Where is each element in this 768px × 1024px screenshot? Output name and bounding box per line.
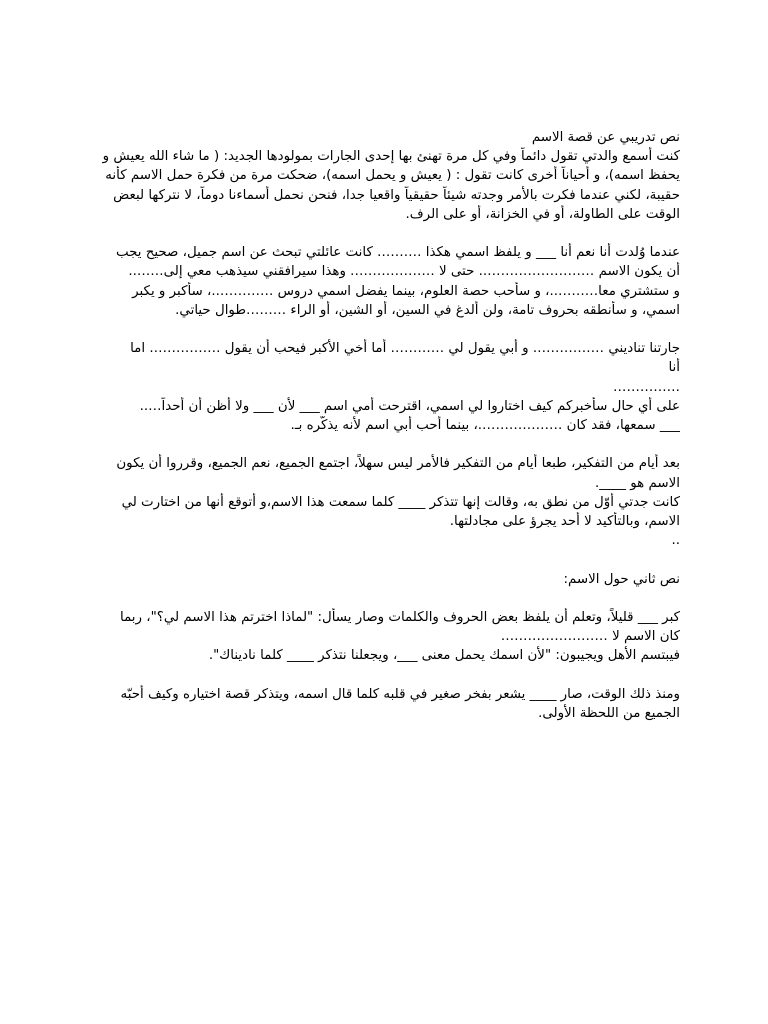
blank-line xyxy=(96,435,680,454)
paragraph-line: الاسم، وبالتأكيد لا أحد يجرؤ على مجادلتها. xyxy=(449,514,680,530)
paragraph-line: الجميع من اللحظة الأولى. xyxy=(538,706,680,721)
document-title-block xyxy=(96,128,680,147)
second-text-heading-block xyxy=(96,570,680,589)
second-text-heading: نص ثاني حول الاسم: xyxy=(563,571,680,587)
paragraph-line: الوقت على الطاولة، أو في الخزانة، أو على الرف. xyxy=(405,206,680,222)
paragraph-line: فيبتسم الأهل ويجيبون: "لأن اسمك يحمل معنى ___، ويجعلنا نتذكر ____ كلما ناديناك". xyxy=(208,648,680,664)
paragraph-line: على أي حال سأخبركم كيف اختاروا لي اسمي، اقترحت أمي اسم ___ لأن ___ ولا أظن أن أحداً….. xyxy=(139,398,680,414)
paragraph-line: كانت جدتي أوّل من نطق به، وقالت إنها تتذكر ____ كلما سمعت هذا الاسم،و أتوقع أنها من اختارت لي xyxy=(121,494,680,510)
paragraph-line: الاسم هو ____. xyxy=(594,475,680,491)
paragraph-line: ومنذ ذلك الوقت، صار ____ يشعر بفخر صغير في قلبه كلما قال اسمه، ويتذكر قصة اختياره وكيف أحبّه xyxy=(120,686,680,702)
paragraph-line: اسمي، و سأنطقه بحروف تامة، ولن ألدغ في السين، أو الشين، أو الراء ………طوال حياتي. xyxy=(175,302,680,318)
paragraph-3 xyxy=(96,339,680,397)
paragraph-line: …………… xyxy=(613,379,680,395)
document-page xyxy=(96,128,680,723)
paragraph-1 xyxy=(96,147,680,224)
paragraph-line: بعد أيام من التفكير، طبعا أيام من التفكير فالأمر ليس سهلاً، اجتمع الجميع، نعم الجميع، وقرروا أن يكون xyxy=(116,456,680,472)
paragraph-line: حقيبة، لكني عندما فكرت بالأمر وجدته شيئاً حقيقياً واقعيا جدا، فنحن نحمل أسماءنا دوماً، لا نتركها لبعض xyxy=(113,187,680,203)
blank-line xyxy=(96,550,680,569)
paragraph-line: عندما وُلدت أنا نعم أنا ___ و يلفظ اسمي هكذا ………. كانت عائلتي تبحث عن اسم جميل، صحيح يجب xyxy=(115,245,680,261)
paragraph-6 xyxy=(96,608,680,666)
paragraph-4 xyxy=(96,397,680,435)
blank-line xyxy=(96,224,680,243)
paragraph-line: و ستشتري معا………..، و سأحب حصة العلوم، بينما يفضل اسمي دروس …………..، سأكبر و يكبر xyxy=(132,283,680,299)
blank-line xyxy=(96,666,680,685)
paragraph-7 xyxy=(96,685,680,723)
document-title: نص تدريبي عن قصة الاسم xyxy=(531,130,680,145)
paragraph-line: جارتنا تناديني ……………. و أبي يقول لي ………… أما أخي الأكبر فيحب أن يقول ……………. اما xyxy=(130,341,680,357)
paragraph-line: يحفظ اسمه)، و أحياناً أخرى كانت تقول : ( يعيش و يحمل اسمه)، ضحكت مرة من فكرة حمل الاسم كأنه xyxy=(105,168,680,184)
paragraph-2 xyxy=(96,243,680,320)
paragraph-line: كان الاسم لا …………………… xyxy=(500,629,680,645)
blank-line xyxy=(96,320,680,339)
paragraph-line: أنا xyxy=(668,360,680,376)
paragraph-line: أن يكون الاسم …………………….. حتى لا ………………. وهذا سيرافقني سيذهب معي إلى…….. xyxy=(128,264,680,280)
paragraph-line: كبر ___ قليلاً، وتعلم أن يلفظ بعض الحروف والكلمات وصار يسأل: "لماذا اخترتم هذا الاسم لي؟"، ربما xyxy=(119,610,680,625)
paragraph-line: ___ سمعها، فقد كان ……………….، بينما أحب أبي اسم لأنه يذكّره بـ. xyxy=(290,418,680,434)
paragraph-line: .. xyxy=(671,533,680,549)
paragraph-5 xyxy=(96,454,680,550)
paragraph-line: كنت أسمع والدتي تقول دائماً وفي كل مرة تهنئ بها إحدى الجارات بمولودها الجديد: ( ما شاء الله يعيش و xyxy=(102,149,680,165)
blank-line xyxy=(96,589,680,608)
